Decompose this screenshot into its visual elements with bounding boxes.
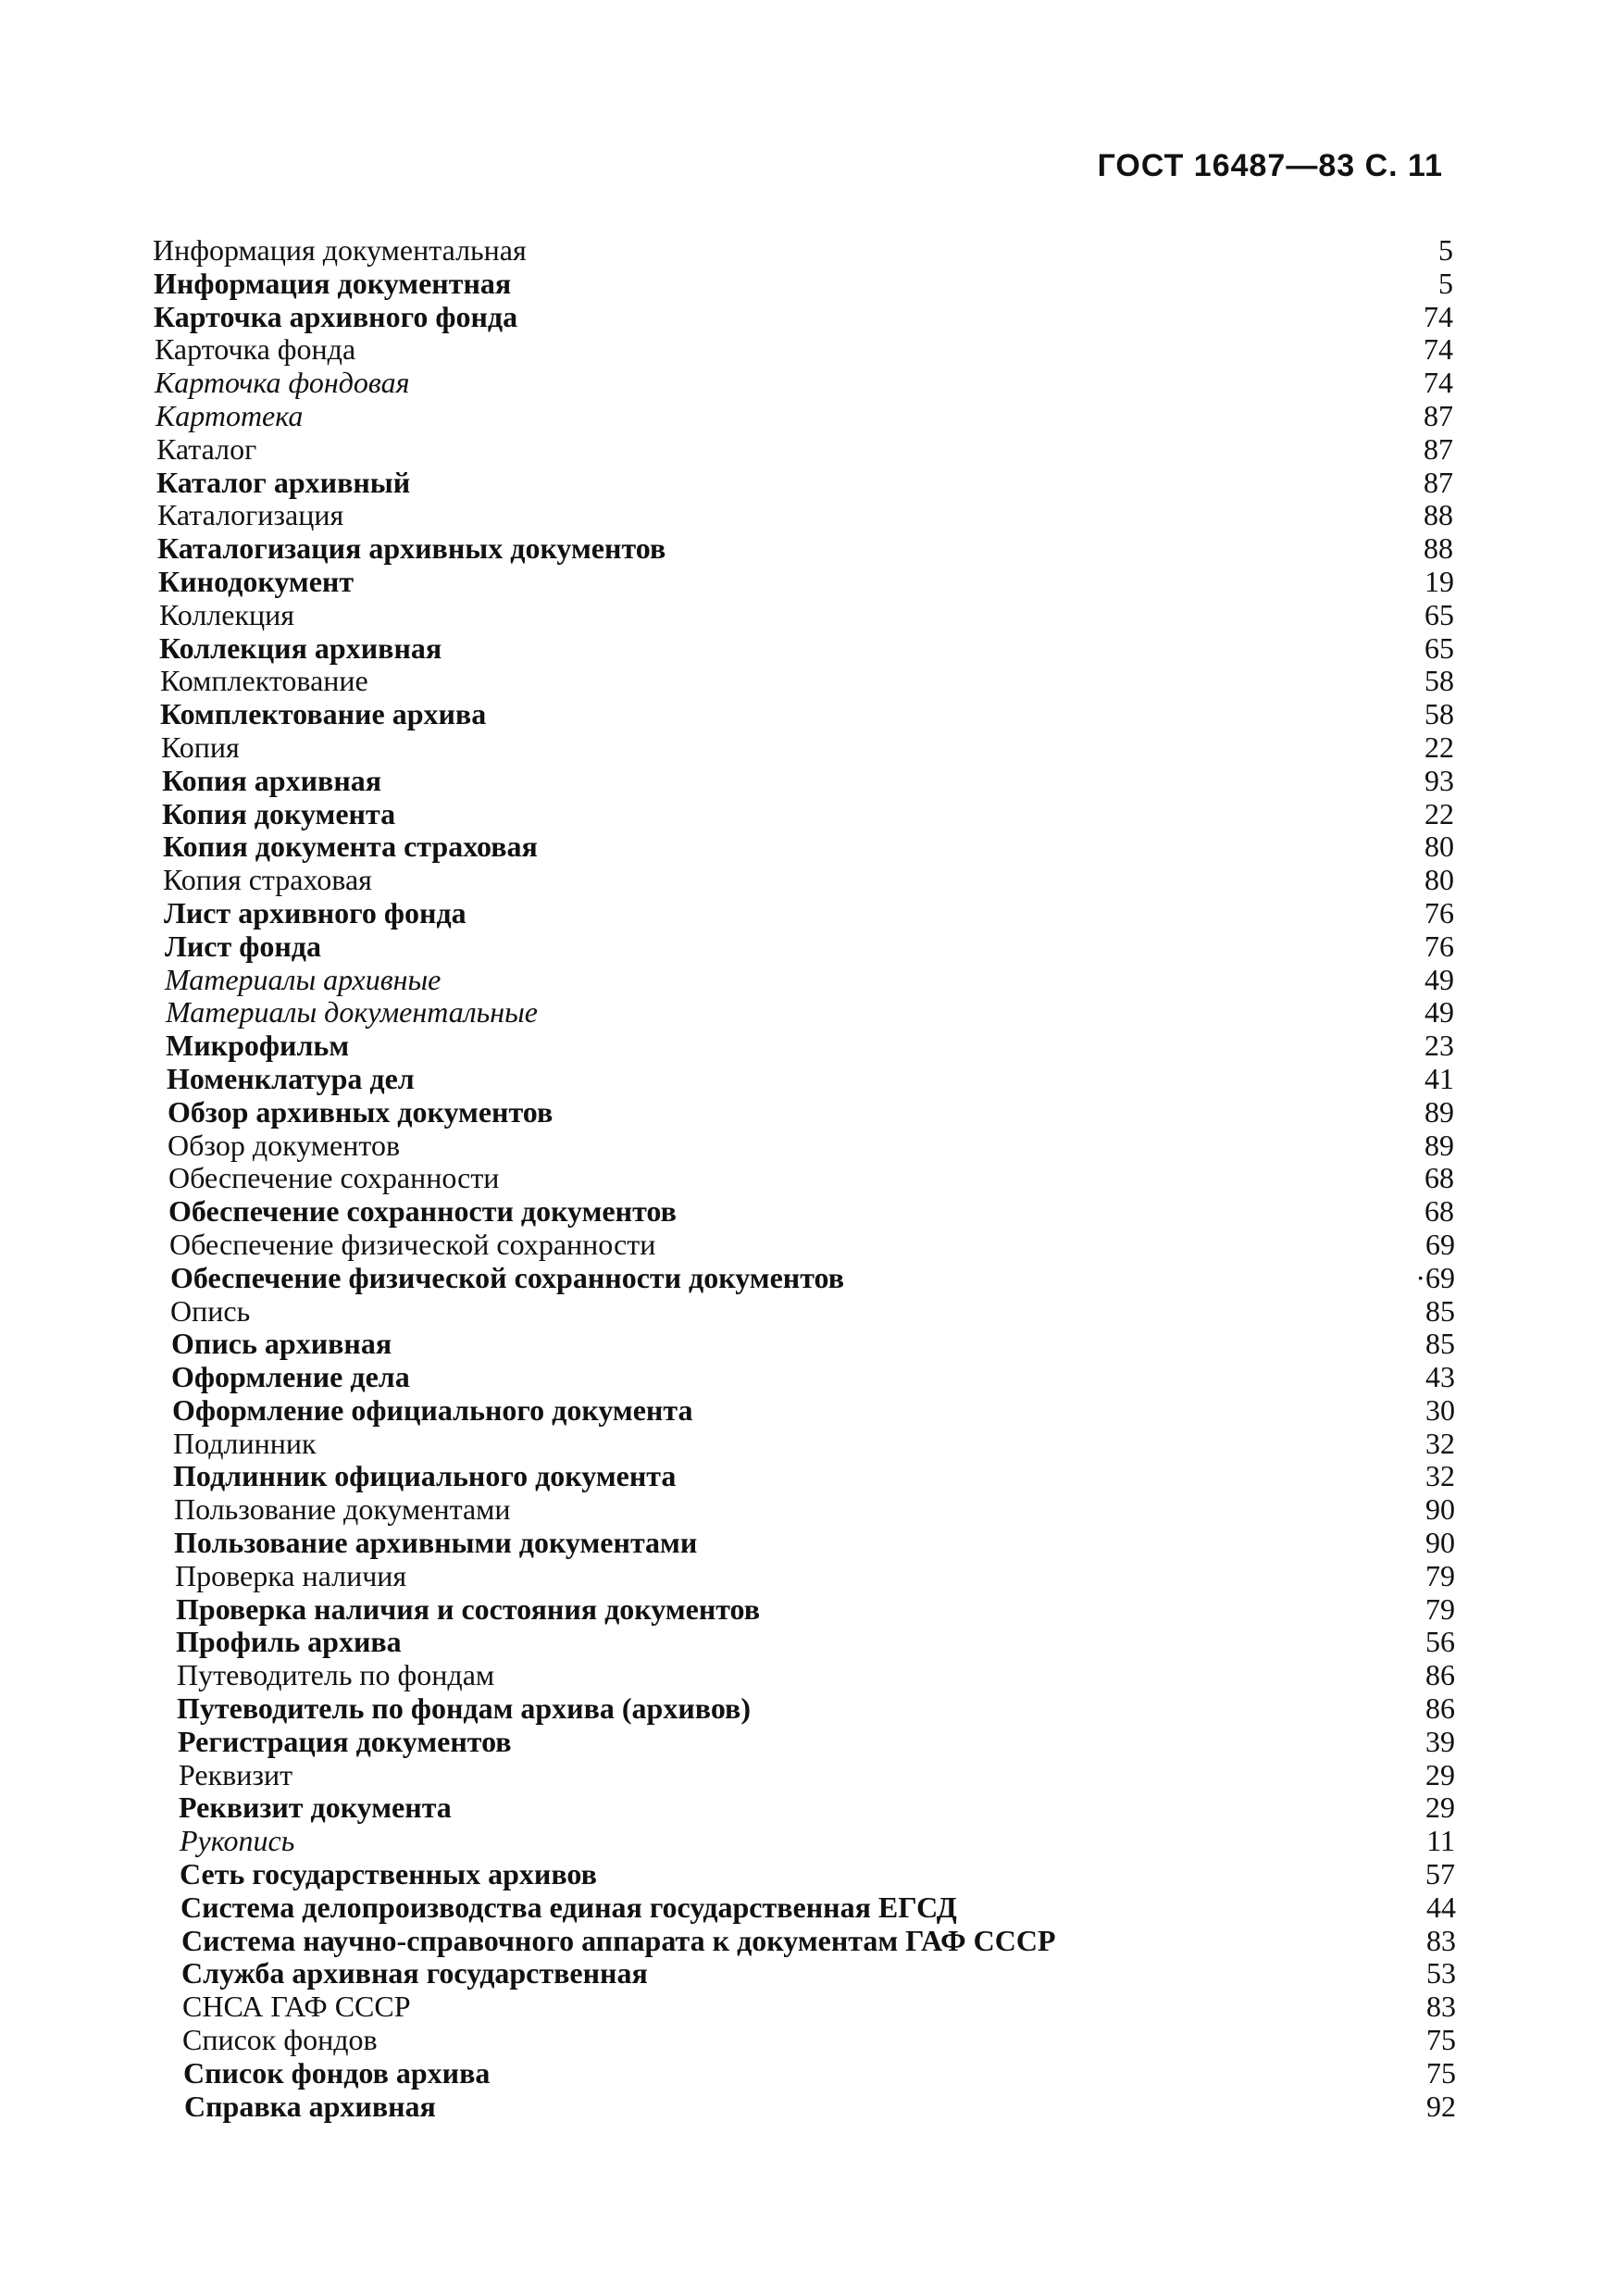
term-index-list xyxy=(0,233,1617,2122)
index-entry xyxy=(0,697,1617,730)
index-entry xyxy=(0,797,1617,830)
index-page-number: 41 xyxy=(1424,1061,1454,1095)
index-entry xyxy=(0,1459,1617,1492)
index-entry xyxy=(0,664,1617,697)
index-page-number: 58 xyxy=(1424,697,1454,731)
index-term: Регистрация документов xyxy=(178,1724,512,1758)
index-page-number: 80 xyxy=(1424,830,1454,864)
index-entry xyxy=(0,366,1617,399)
index-term: Каталогизация xyxy=(157,498,344,532)
index-entry xyxy=(0,1427,1617,1460)
index-term: Материалы архивные xyxy=(165,962,442,996)
index-term: Картотека xyxy=(155,398,304,432)
index-term: Опись xyxy=(170,1293,251,1328)
index-entry xyxy=(0,896,1617,930)
index-entry xyxy=(0,2023,1617,2056)
index-page-number: 79 xyxy=(1425,1591,1455,1626)
index-entry xyxy=(0,598,1617,631)
index-entry xyxy=(0,730,1617,764)
index-term: Обеспечение физической сохранности xyxy=(169,1227,656,1261)
index-entry xyxy=(0,1725,1617,1758)
index-page-number: 68 xyxy=(1424,1194,1454,1229)
index-entry xyxy=(0,1294,1617,1328)
index-page-number: 93 xyxy=(1424,763,1454,797)
index-entry xyxy=(0,863,1617,896)
index-entry xyxy=(0,1492,1617,1526)
page-header: ГОСТ 16487—83 С. 11 xyxy=(1097,148,1443,183)
index-term: Информация документная xyxy=(154,266,512,300)
index-page-number: 39 xyxy=(1425,1724,1455,1758)
index-entry xyxy=(0,267,1617,300)
index-term: Копия страховая xyxy=(163,863,372,897)
index-term: Обеспечение сохранности xyxy=(168,1161,500,1195)
index-page-number: 5 xyxy=(1438,266,1453,300)
index-page-number: 88 xyxy=(1424,531,1453,566)
index-entry xyxy=(0,1658,1617,1691)
index-page-number: 79 xyxy=(1425,1558,1455,1592)
index-page-number: 92 xyxy=(1426,2089,1456,2123)
index-term: Реквизит xyxy=(179,1757,293,1791)
index-term: Микрофильм xyxy=(166,1029,350,1063)
index-term: Система научно-справочного аппарата к документам ГАФ СССР xyxy=(181,1923,1056,1957)
index-entry xyxy=(0,1758,1617,1791)
index-page-number: 65 xyxy=(1424,630,1454,665)
index-page-number: 19 xyxy=(1424,564,1454,598)
index-entry xyxy=(0,1327,1617,1360)
index-term: Карточка фондовая xyxy=(155,366,410,400)
index-term: Карточка фонда xyxy=(155,332,356,367)
index-term: Карточка архивного фонда xyxy=(154,299,518,333)
index-entry xyxy=(0,1029,1617,1062)
index-term: СНСА ГАФ СССР xyxy=(182,1990,411,2024)
index-page-number: 88 xyxy=(1424,498,1453,532)
index-entry xyxy=(0,631,1617,665)
index-entry xyxy=(0,565,1617,598)
index-page-number: 90 xyxy=(1425,1526,1455,1560)
index-entry xyxy=(0,432,1617,466)
index-entry xyxy=(0,2090,1617,2123)
index-entry xyxy=(0,1956,1617,1990)
index-term: Копия документа xyxy=(162,796,396,830)
index-term: Номенклатура дел xyxy=(167,1061,415,1095)
index-page-number: 11 xyxy=(1426,1824,1455,1858)
index-entry xyxy=(0,1526,1617,1559)
index-term: Путеводитель по фондам xyxy=(177,1658,495,1692)
index-term: Путеводитель по фондам архива (архивов) xyxy=(177,1691,751,1726)
index-page-number: 22 xyxy=(1424,796,1454,830)
index-page-number: 29 xyxy=(1425,1791,1455,1825)
index-term: Лист архивного фонда xyxy=(164,895,466,930)
index-page-number: 43 xyxy=(1425,1360,1455,1394)
index-term: Коллекция xyxy=(159,597,294,631)
index-page-number: 56 xyxy=(1425,1625,1455,1659)
index-page-number: 89 xyxy=(1424,1094,1454,1129)
index-entry xyxy=(0,1559,1617,1592)
index-entry xyxy=(0,830,1617,863)
index-page-number: 74 xyxy=(1424,366,1453,400)
index-term: Система делопроизводства единая государственная ЕГСД xyxy=(180,1890,957,1924)
index-page-number: 5 xyxy=(1438,233,1453,267)
index-page-number: 87 xyxy=(1424,465,1453,499)
index-term: Обеспечение физической сохранности документов xyxy=(170,1260,845,1294)
index-page-number: 83 xyxy=(1426,1923,1456,1957)
index-entry xyxy=(0,466,1617,499)
index-term: Опись архивная xyxy=(171,1327,392,1361)
index-entry xyxy=(0,300,1617,333)
index-term: Каталог архивный xyxy=(156,465,411,499)
index-page-number: 76 xyxy=(1424,895,1454,930)
index-page-number: 76 xyxy=(1424,929,1454,963)
index-term: Список фондов архива xyxy=(183,2055,491,2090)
index-term: Проверка наличия xyxy=(175,1558,407,1592)
index-page-number: 49 xyxy=(1424,962,1454,996)
index-term: Кинодокумент xyxy=(158,564,354,598)
index-entry xyxy=(0,764,1617,797)
index-entry xyxy=(0,1592,1617,1626)
index-entry xyxy=(0,1095,1617,1129)
index-page-number: 57 xyxy=(1425,1857,1455,1891)
index-page-number: 75 xyxy=(1426,2023,1456,2057)
index-page-number: 80 xyxy=(1424,863,1454,897)
index-entry xyxy=(0,1161,1617,1194)
index-page-number: 89 xyxy=(1424,1128,1454,1162)
index-page-number: 87 xyxy=(1424,398,1453,432)
index-page-number: 90 xyxy=(1425,1492,1455,1527)
index-entry xyxy=(0,498,1617,531)
index-page-number: ·69 xyxy=(1415,1260,1455,1294)
index-term: Комплектование xyxy=(160,664,368,698)
index-page-number: 23 xyxy=(1424,1029,1454,1063)
index-term: Комплектование архива xyxy=(160,697,487,731)
index-entry xyxy=(0,1228,1617,1261)
index-term: Пользование документами xyxy=(174,1492,511,1527)
index-page-number: 53 xyxy=(1426,1956,1456,1990)
index-term: Профиль архива xyxy=(176,1625,402,1659)
index-entry xyxy=(0,233,1617,267)
index-term: Каталог xyxy=(156,431,257,466)
index-term: Подлинник xyxy=(173,1426,317,1460)
index-term: Список фондов xyxy=(182,2023,378,2057)
index-page-number: 58 xyxy=(1424,664,1454,698)
index-term: Материалы документальные xyxy=(166,995,538,1029)
index-entry xyxy=(0,930,1617,963)
index-page-number: 74 xyxy=(1424,299,1453,333)
index-term: Обзор документов xyxy=(168,1128,401,1162)
index-term: Копия архивная xyxy=(162,763,382,797)
index-entry xyxy=(0,1062,1617,1095)
index-entry xyxy=(0,1194,1617,1228)
index-entry xyxy=(0,963,1617,996)
index-page-number: 75 xyxy=(1426,2055,1456,2090)
index-entry xyxy=(0,995,1617,1029)
index-page-number: 74 xyxy=(1424,332,1453,367)
index-term: Служба архивная государственная xyxy=(181,1956,648,1990)
index-page-number: 85 xyxy=(1425,1327,1455,1361)
index-entry xyxy=(0,332,1617,366)
index-term: Сеть государственных архивов xyxy=(180,1857,597,1891)
index-term: Обеспечение сохранности документов xyxy=(168,1194,677,1229)
index-term: Проверка наличия и состояния документов xyxy=(176,1591,761,1626)
index-term: Обзор архивных документов xyxy=(168,1094,554,1129)
index-entry xyxy=(0,1261,1617,1294)
index-term: Оформление дела xyxy=(171,1360,410,1394)
index-term: Реквизит документа xyxy=(179,1791,452,1825)
index-entry xyxy=(0,1824,1617,1857)
index-entry xyxy=(0,399,1617,432)
index-page-number: 29 xyxy=(1425,1757,1455,1791)
index-term: Справка архивная xyxy=(184,2089,436,2123)
index-entry xyxy=(0,1691,1617,1725)
index-entry xyxy=(0,1360,1617,1393)
index-page-number: 68 xyxy=(1424,1161,1454,1195)
index-page-number: 30 xyxy=(1425,1392,1455,1427)
index-term: Копия xyxy=(161,730,240,764)
index-page-number: 85 xyxy=(1425,1293,1455,1328)
index-page-number: 87 xyxy=(1424,431,1453,466)
index-entry xyxy=(0,1129,1617,1162)
index-entry xyxy=(0,1393,1617,1427)
index-page-number: 86 xyxy=(1425,1691,1455,1726)
index-page-number: 69 xyxy=(1425,1227,1455,1261)
index-page-number: 49 xyxy=(1424,995,1454,1029)
index-term: Коллекция архивная xyxy=(159,630,442,665)
index-entry xyxy=(0,2056,1617,2090)
index-term: Информация документальная xyxy=(153,233,527,267)
index-entry xyxy=(0,1791,1617,1824)
index-term: Пользование архивными документами xyxy=(174,1526,698,1560)
index-entry xyxy=(0,1990,1617,2023)
index-entry xyxy=(0,1625,1617,1658)
index-term: Оформление официального документа xyxy=(172,1392,693,1427)
index-page-number: 32 xyxy=(1425,1459,1455,1493)
index-term: Каталогизация архивных документов xyxy=(157,531,666,566)
index-page-number: 65 xyxy=(1424,597,1454,631)
index-term: Копия документа страховая xyxy=(163,830,538,864)
index-page-number: 22 xyxy=(1424,730,1454,764)
index-entry xyxy=(0,1857,1617,1890)
index-page-number: 32 xyxy=(1425,1426,1455,1460)
index-entry xyxy=(0,1890,1617,1924)
index-entry xyxy=(0,1924,1617,1957)
index-term: Лист фонда xyxy=(165,929,321,963)
index-page-number: 44 xyxy=(1426,1890,1456,1924)
index-entry xyxy=(0,531,1617,565)
index-page-number: 86 xyxy=(1425,1658,1455,1692)
index-page-number: 83 xyxy=(1426,1990,1456,2024)
index-term: Рукопись xyxy=(180,1824,295,1858)
index-term: Подлинник официального документа xyxy=(173,1459,677,1493)
